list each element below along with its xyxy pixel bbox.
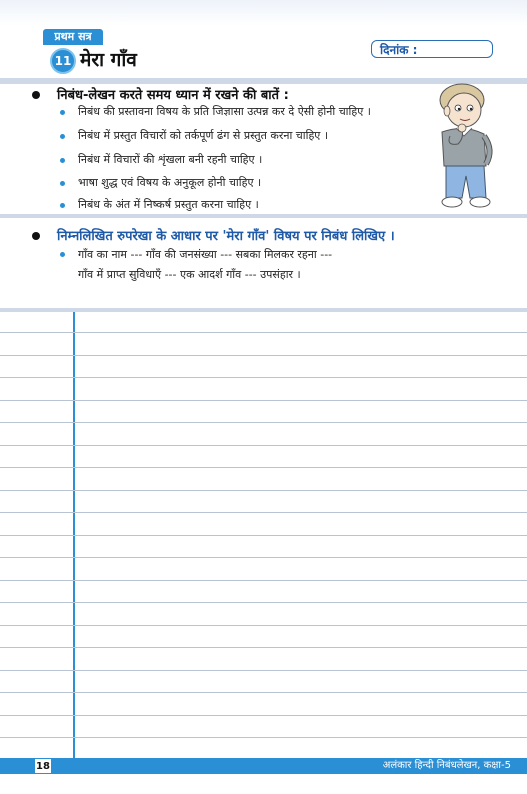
rule-line (0, 557, 527, 558)
rule-line (0, 377, 527, 378)
rule-line (0, 467, 527, 468)
heading-bullet (32, 91, 40, 99)
rule-line (0, 625, 527, 626)
point-bullet (60, 110, 65, 115)
point-bullet (60, 203, 65, 208)
header-band (0, 0, 527, 26)
outline-line: गाँव में प्राप्त सुविधाएँ --- एक आदर्श गाँव --- उपसंहार । (78, 268, 301, 281)
page-title: मेरा गाँव (80, 49, 137, 71)
section-divider (0, 214, 527, 218)
term-tab: प्रथम सत्र (43, 29, 103, 45)
tip-point: निबंध में प्रस्तुत विचारों को तर्कपूर्ण ढंग से प्रस्तुत करना चाहिए । (78, 129, 329, 142)
tip-point: निबंध के अंत में निष्कर्ष प्रस्तुत करना चाहिए । (78, 198, 259, 211)
rule-line (0, 737, 527, 738)
tip-point: भाषा शुद्ध एवं विषय के अनुकूल होनी चाहिए । (78, 176, 262, 189)
rule-line (0, 535, 527, 536)
point-bullet (60, 134, 65, 139)
date-field[interactable] (371, 40, 493, 58)
rule-line (0, 647, 527, 648)
rule-line (0, 715, 527, 716)
boy-thinking-illustration (420, 80, 510, 210)
rule-line (0, 445, 527, 446)
rule-line (0, 602, 527, 603)
heading-bullet (32, 232, 40, 240)
point-bullet (60, 158, 65, 163)
task-heading: निम्नलिखित रुपरेखा के आधार पर 'मेरा गाँव' विषय पर निबंध लिखिए । (57, 229, 395, 244)
rule-line (0, 692, 527, 693)
page-number: 18 (34, 758, 52, 774)
book-title: अलंकार हिन्दी निबंधलेखन, कक्षा-5 (382, 760, 511, 771)
rule-line (0, 490, 527, 491)
date-label: दिनांक : (380, 43, 418, 57)
outline-line: गाँव का नाम --- गाँव की जनसंख्या --- सबका मिलकर रहना --- (78, 248, 333, 261)
rule-line (0, 580, 527, 581)
chapter-number-badge: 11 (50, 48, 76, 74)
rule-line (0, 332, 527, 333)
rule-line (0, 512, 527, 513)
tip-point: निबंध में विचारों की शृंखला बनी रहनी चाहिए । (78, 153, 263, 166)
tips-heading: निबंध-लेखन करते समय ध्यान में रखने की बातें : (57, 88, 289, 103)
rule-line (0, 670, 527, 671)
rule-line (0, 355, 527, 356)
point-bullet (60, 252, 65, 257)
rule-line (0, 422, 527, 423)
page-header (0, 0, 527, 84)
point-bullet (60, 181, 65, 186)
rule-line (0, 400, 527, 401)
tip-point: निबंध की प्रस्तावना विषय के प्रति जिज्ञासा उत्पन्न कर दे ऐसी होनी चाहिए । (78, 105, 371, 118)
